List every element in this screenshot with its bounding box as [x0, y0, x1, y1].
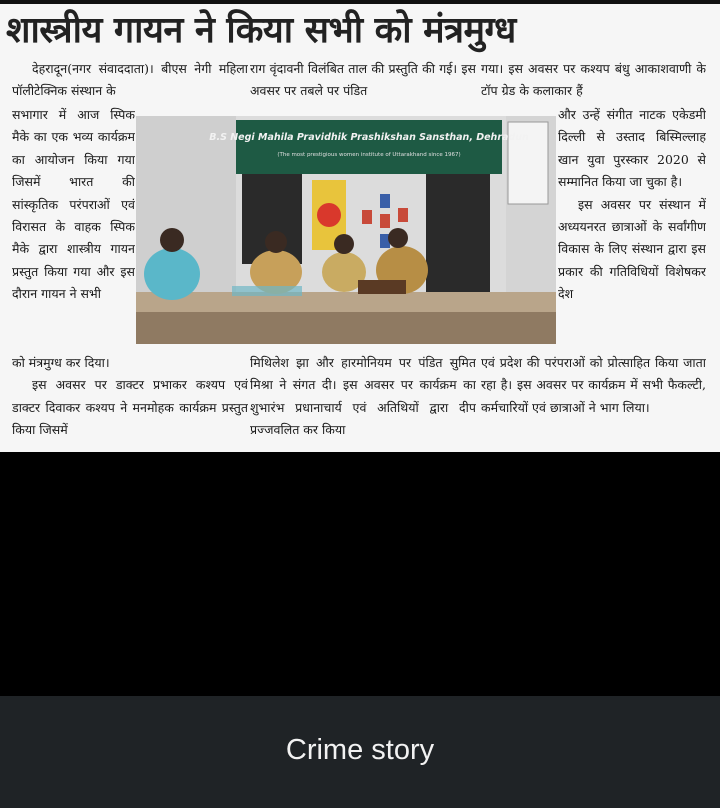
decor-tile	[398, 208, 408, 222]
performer-head	[334, 234, 354, 254]
article-column-1-narrow	[12, 104, 135, 354]
performer-head	[160, 228, 184, 252]
decor-tile	[362, 210, 372, 224]
empty-black-area	[0, 452, 720, 696]
caption-text: Crime story	[285, 734, 435, 766]
article-paragraph: गया। इस अवसर पर कश्यप बंधु आकाशवाणी के टॉप ग्रेड के कलाकार हैं	[481, 61, 706, 99]
article-paragraph: देहरादून(नगर संवाददाता)। बीएस नेगी महिला पॉलीटेक्निक संस्थान के	[12, 61, 248, 99]
article-paragraph: को मंत्रमुग्ध कर दिया।	[12, 355, 110, 370]
article-paragraph: इस अवसर पर डाक्टर प्रभाकर कश्यप एवं डाक्टर दिवाकर कश्यप ने मनमोहक कार्यक्रम प्रस्तुत किया जिसमें	[12, 377, 248, 438]
article-paragraph: एवं प्रदेश की परंपराओं को प्रोत्साहित किया जाता रहा है। इस अवसर पर कार्यक्रम में सभी फैकल्टी, कर्मचारियों एवं छात्राओं ने भाग लिया।	[481, 355, 706, 415]
curtain-right	[426, 174, 490, 292]
article-paragraph: इस अवसर पर संस्थान में अध्ययनरत छात्राओं के सर्वांगीण विकास के लिए संस्थान द्वारा इस प्रकार की गतिविधियों विशेषकर देश	[558, 196, 706, 302]
performer-blue	[144, 248, 200, 300]
banner-subtitle: (The most prestigious women institute of Uttarakhand since 1967)	[277, 152, 461, 158]
article-paragraph: मिथिलेश झा और हारमोनियम पर पंडित सुमित मिश्रा ने संगत दी। इस अवसर पर कार्यक्रम का शुभारंभ प्रधानाचार्य एवं अतिथियों द्वारा दीप प्रज्जवलित कर किया	[250, 355, 476, 438]
institute-banner	[236, 120, 502, 174]
article-column-1-bottom	[12, 352, 248, 444]
decor-sun	[317, 203, 341, 227]
article-column-2-bottom	[250, 352, 476, 444]
article-column-3-top	[481, 58, 706, 108]
performer-head	[388, 228, 408, 248]
article-paragraph: और उन्हें संगीत नाटक एकेडमी दिल्ली से उस्ताद बिस्मिल्लाह खान युवा पुरस्कार 2020 से सम्मानित किया जा चुका है।	[558, 107, 706, 190]
article-column-2-top	[250, 58, 476, 108]
stage-front	[136, 312, 556, 344]
article-paragraph: सभागार में आज स्पिक मैके का एक भव्य कार्यक्रम का आयोजन किया गया जिसमें भारत की सांस्कृतिक परंपराओं एवं विरासत के वाहक स्पिक मैके द्वारा शास्त्रीय गायन प्रस्तुत किया गया और इस दौरान गायन ने सभी	[12, 107, 135, 302]
article-column-3-narrow	[558, 104, 706, 356]
article-column-3-bottom	[481, 352, 706, 444]
decor-tile	[380, 214, 390, 228]
performer-head	[265, 231, 287, 253]
banner-title: B.S Negi Mahila Pravidhik Prashikshan Sansthan, Dehradun	[209, 132, 529, 143]
article-paragraph: राग वृंदावनी विलंबित ताल की प्रस्तुति की गई। इस अवसर पर तबले पर पंडित	[250, 61, 476, 99]
article-headline: शास्त्रीय गायन ने किया सभी को मंत्रमुग्ध	[6, 10, 516, 51]
top-rule	[0, 0, 720, 4]
drape	[232, 286, 302, 296]
caption-bar	[0, 696, 720, 808]
harmonium	[358, 280, 406, 294]
stage-illustration	[136, 116, 556, 344]
decor-tile	[380, 194, 390, 208]
event-photo	[136, 116, 556, 344]
